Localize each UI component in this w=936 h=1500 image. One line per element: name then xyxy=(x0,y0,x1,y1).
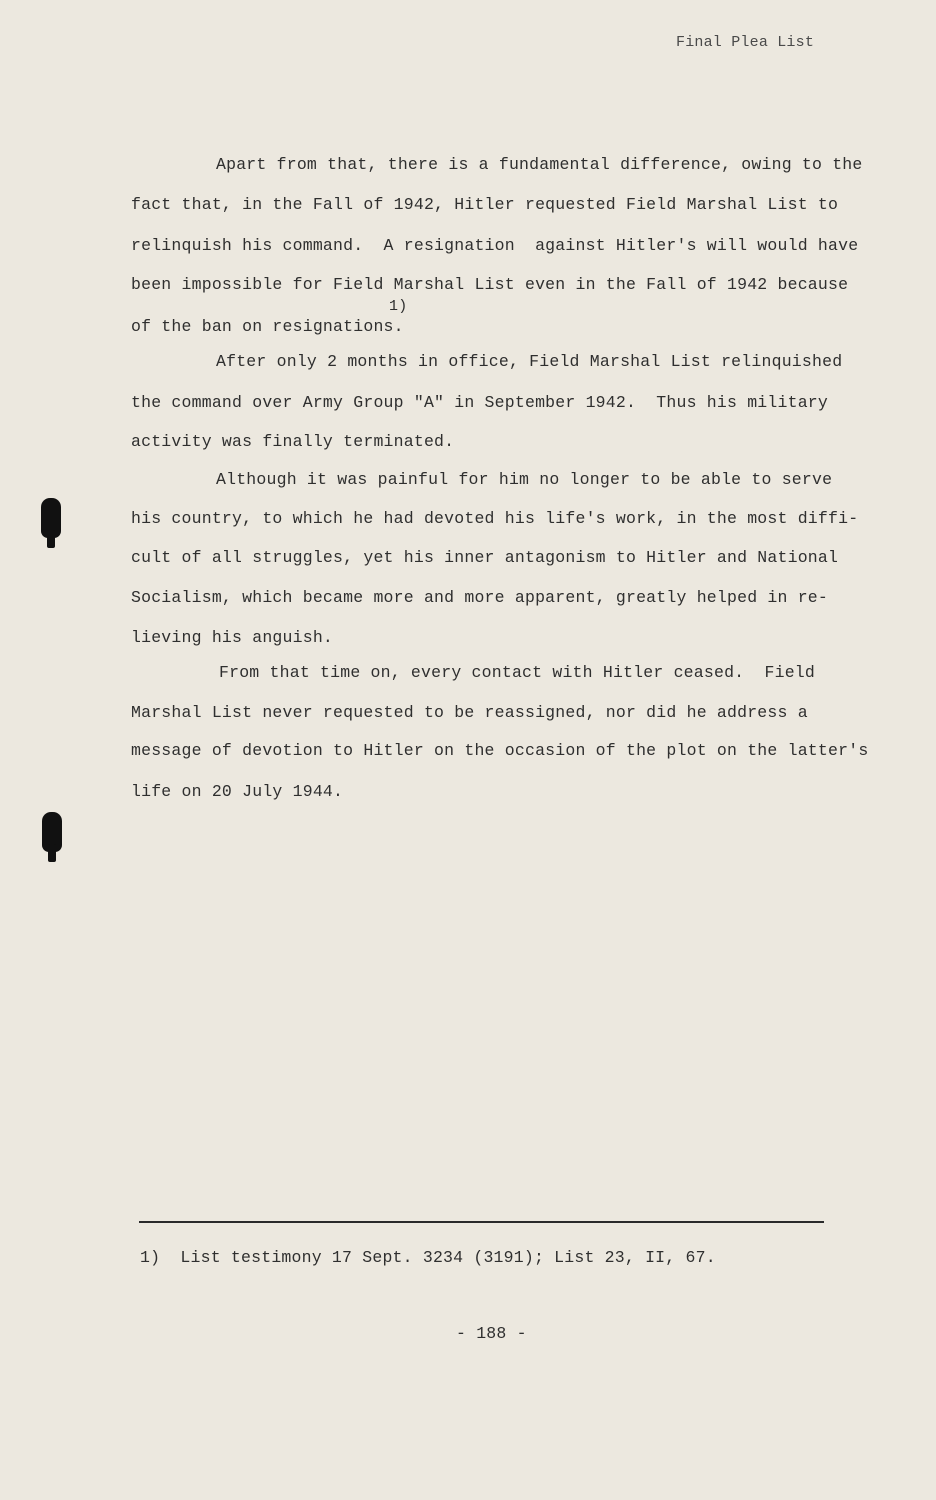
text-line: relinquish his command. A resignation against Hitler's will would have xyxy=(131,236,859,255)
text-line: fact that, in the Fall of 1942, Hitler requested Field Marshal List to xyxy=(131,195,839,214)
text-line: Socialism, which became more and more apparent, greatly helped in re- xyxy=(131,588,829,607)
text-line: his country, to which he had devoted his life's work, in the most diffi- xyxy=(131,509,859,528)
text-line: of the ban on resignations. xyxy=(131,317,404,336)
page-header: Final Plea List xyxy=(676,34,815,51)
text-line: cult of all struggles, yet his inner antagonism to Hitler and National xyxy=(131,548,839,567)
footnote-marker: 1) xyxy=(389,298,408,315)
text-line: Apart from that, there is a fundamental difference, owing to the xyxy=(216,155,863,174)
text-line: After only 2 months in office, Field Marshal List relinquished xyxy=(216,352,843,371)
footnote-divider xyxy=(139,1221,824,1223)
text-line: activity was finally terminated. xyxy=(131,432,455,451)
text-line: Marshal List never requested to be reassigned, nor did he address a xyxy=(131,703,808,722)
footnote-text: 1) List testimony 17 Sept. 3234 (3191); List 23, II, 67. xyxy=(140,1248,716,1267)
text-line: lieving his anguish. xyxy=(131,628,334,647)
text-line: been impossible for Field Marshal List even in the Fall of 1942 because xyxy=(131,275,849,294)
text-line: Although it was painful for him no longer to be able to serve xyxy=(216,470,833,489)
text-line: life on 20 July 1944. xyxy=(131,782,344,801)
text-line: From that time on, every contact with Hitler ceased. Field xyxy=(219,663,815,682)
text-line: message of devotion to Hitler on the occasion of the plot on the latter's xyxy=(131,741,869,760)
page-number: - 188 - xyxy=(456,1324,527,1343)
text-line: the command over Army Group "A" in September 1942. Thus his military xyxy=(131,393,829,412)
